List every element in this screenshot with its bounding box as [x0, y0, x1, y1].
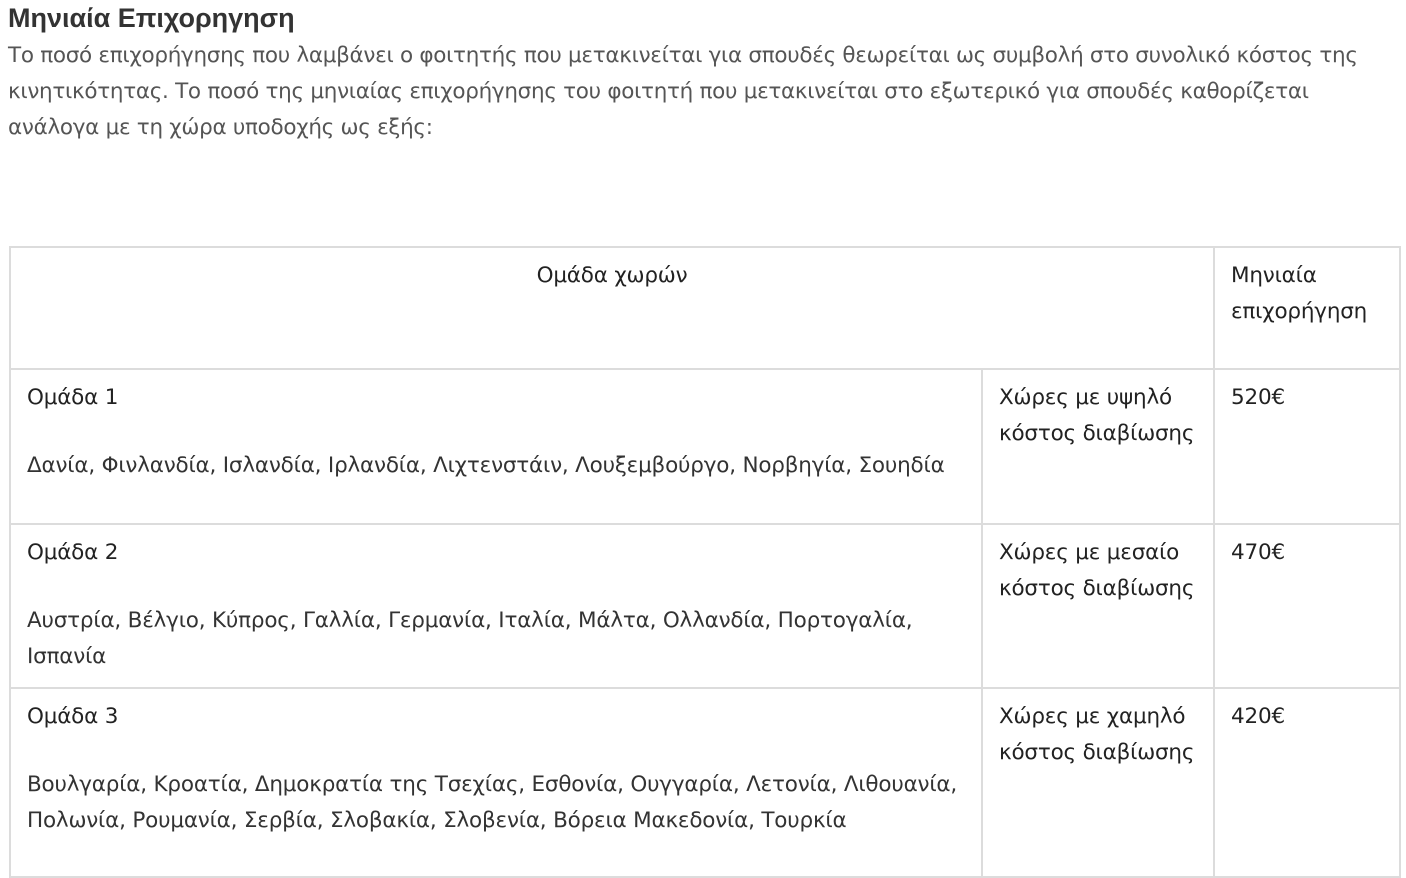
table-row: [10, 524, 1400, 688]
grant-amount: 470€: [1231, 540, 1285, 565]
cost-description: Χώρες με χαμηλό κόστος διαβίωσης: [999, 704, 1195, 765]
header-monthly-grant: Μηνιαία επιχορήγηση: [1214, 247, 1400, 369]
group-name: Ομάδα 1: [27, 385, 119, 410]
table-header-row: [10, 247, 1400, 369]
header-country-group: Ομάδα χωρών: [10, 247, 1214, 369]
group-countries: Αυστρία, Βέλγιο, Κύπρος, Γαλλία, Γερμανία, Ιταλία, Μάλτα, Ολλανδία, Πορτογαλία, Ισπανία: [27, 608, 913, 669]
cost-description-cell: [982, 688, 1214, 877]
monthly-grant-table: [9, 246, 1401, 878]
cost-description-cell: [982, 369, 1214, 524]
group-name: Ομάδα 2: [27, 540, 119, 565]
group-countries: Βουλγαρία, Κροατία, Δημοκρατία της Τσεχίας, Εσθονία, Ουγγαρία, Λετονία, Λιθουανία, Πολωνία, Ρουμανία, Σερβία, Σλοβακία, Σλοβενία, Βόρεια Μακεδονία, Τουρκία: [27, 772, 958, 833]
cost-description-cell: [982, 524, 1214, 688]
group-cell: [10, 369, 982, 524]
intro-paragraph: Το ποσό επιχορήγησης που λαμβάνει ο φοιτητής που μετακινείται για σπουδές θεωρείται ως συμβολή στο συνολικό κόστος της κινητικότητας. Το ποσό της μηνιαίας επιχορήγησης του φοιτητή που μετακινείται στο εξωτερικό για σπουδές καθορίζεται ανάλογα με τη χώρα υποδοχής ως εξής:: [8, 43, 1358, 140]
amount-cell: [1214, 688, 1400, 877]
cost-description: Χώρες με υψηλό κόστος διαβίωσης: [999, 385, 1195, 446]
group-cell: [10, 688, 982, 877]
amount-cell: [1214, 524, 1400, 688]
amount-cell: [1214, 369, 1400, 524]
group-cell: [10, 524, 982, 688]
group-name: Ομάδα 3: [27, 704, 119, 729]
section-title: Μηνιαία Επιχορηγηση: [8, 3, 295, 33]
table-row: [10, 688, 1400, 877]
grant-amount: 420€: [1231, 704, 1285, 729]
table-row: [10, 369, 1400, 524]
group-countries: Δανία, Φινλανδία, Ισλανδία, Ιρλανδία, Λιχτενστάιν, Λουξεμβούργο, Νορβηγία, Σουηδία: [27, 453, 945, 478]
grant-amount: 520€: [1231, 385, 1285, 410]
cost-description: Χώρες με μεσαίο κόστος διαβίωσης: [999, 540, 1195, 601]
